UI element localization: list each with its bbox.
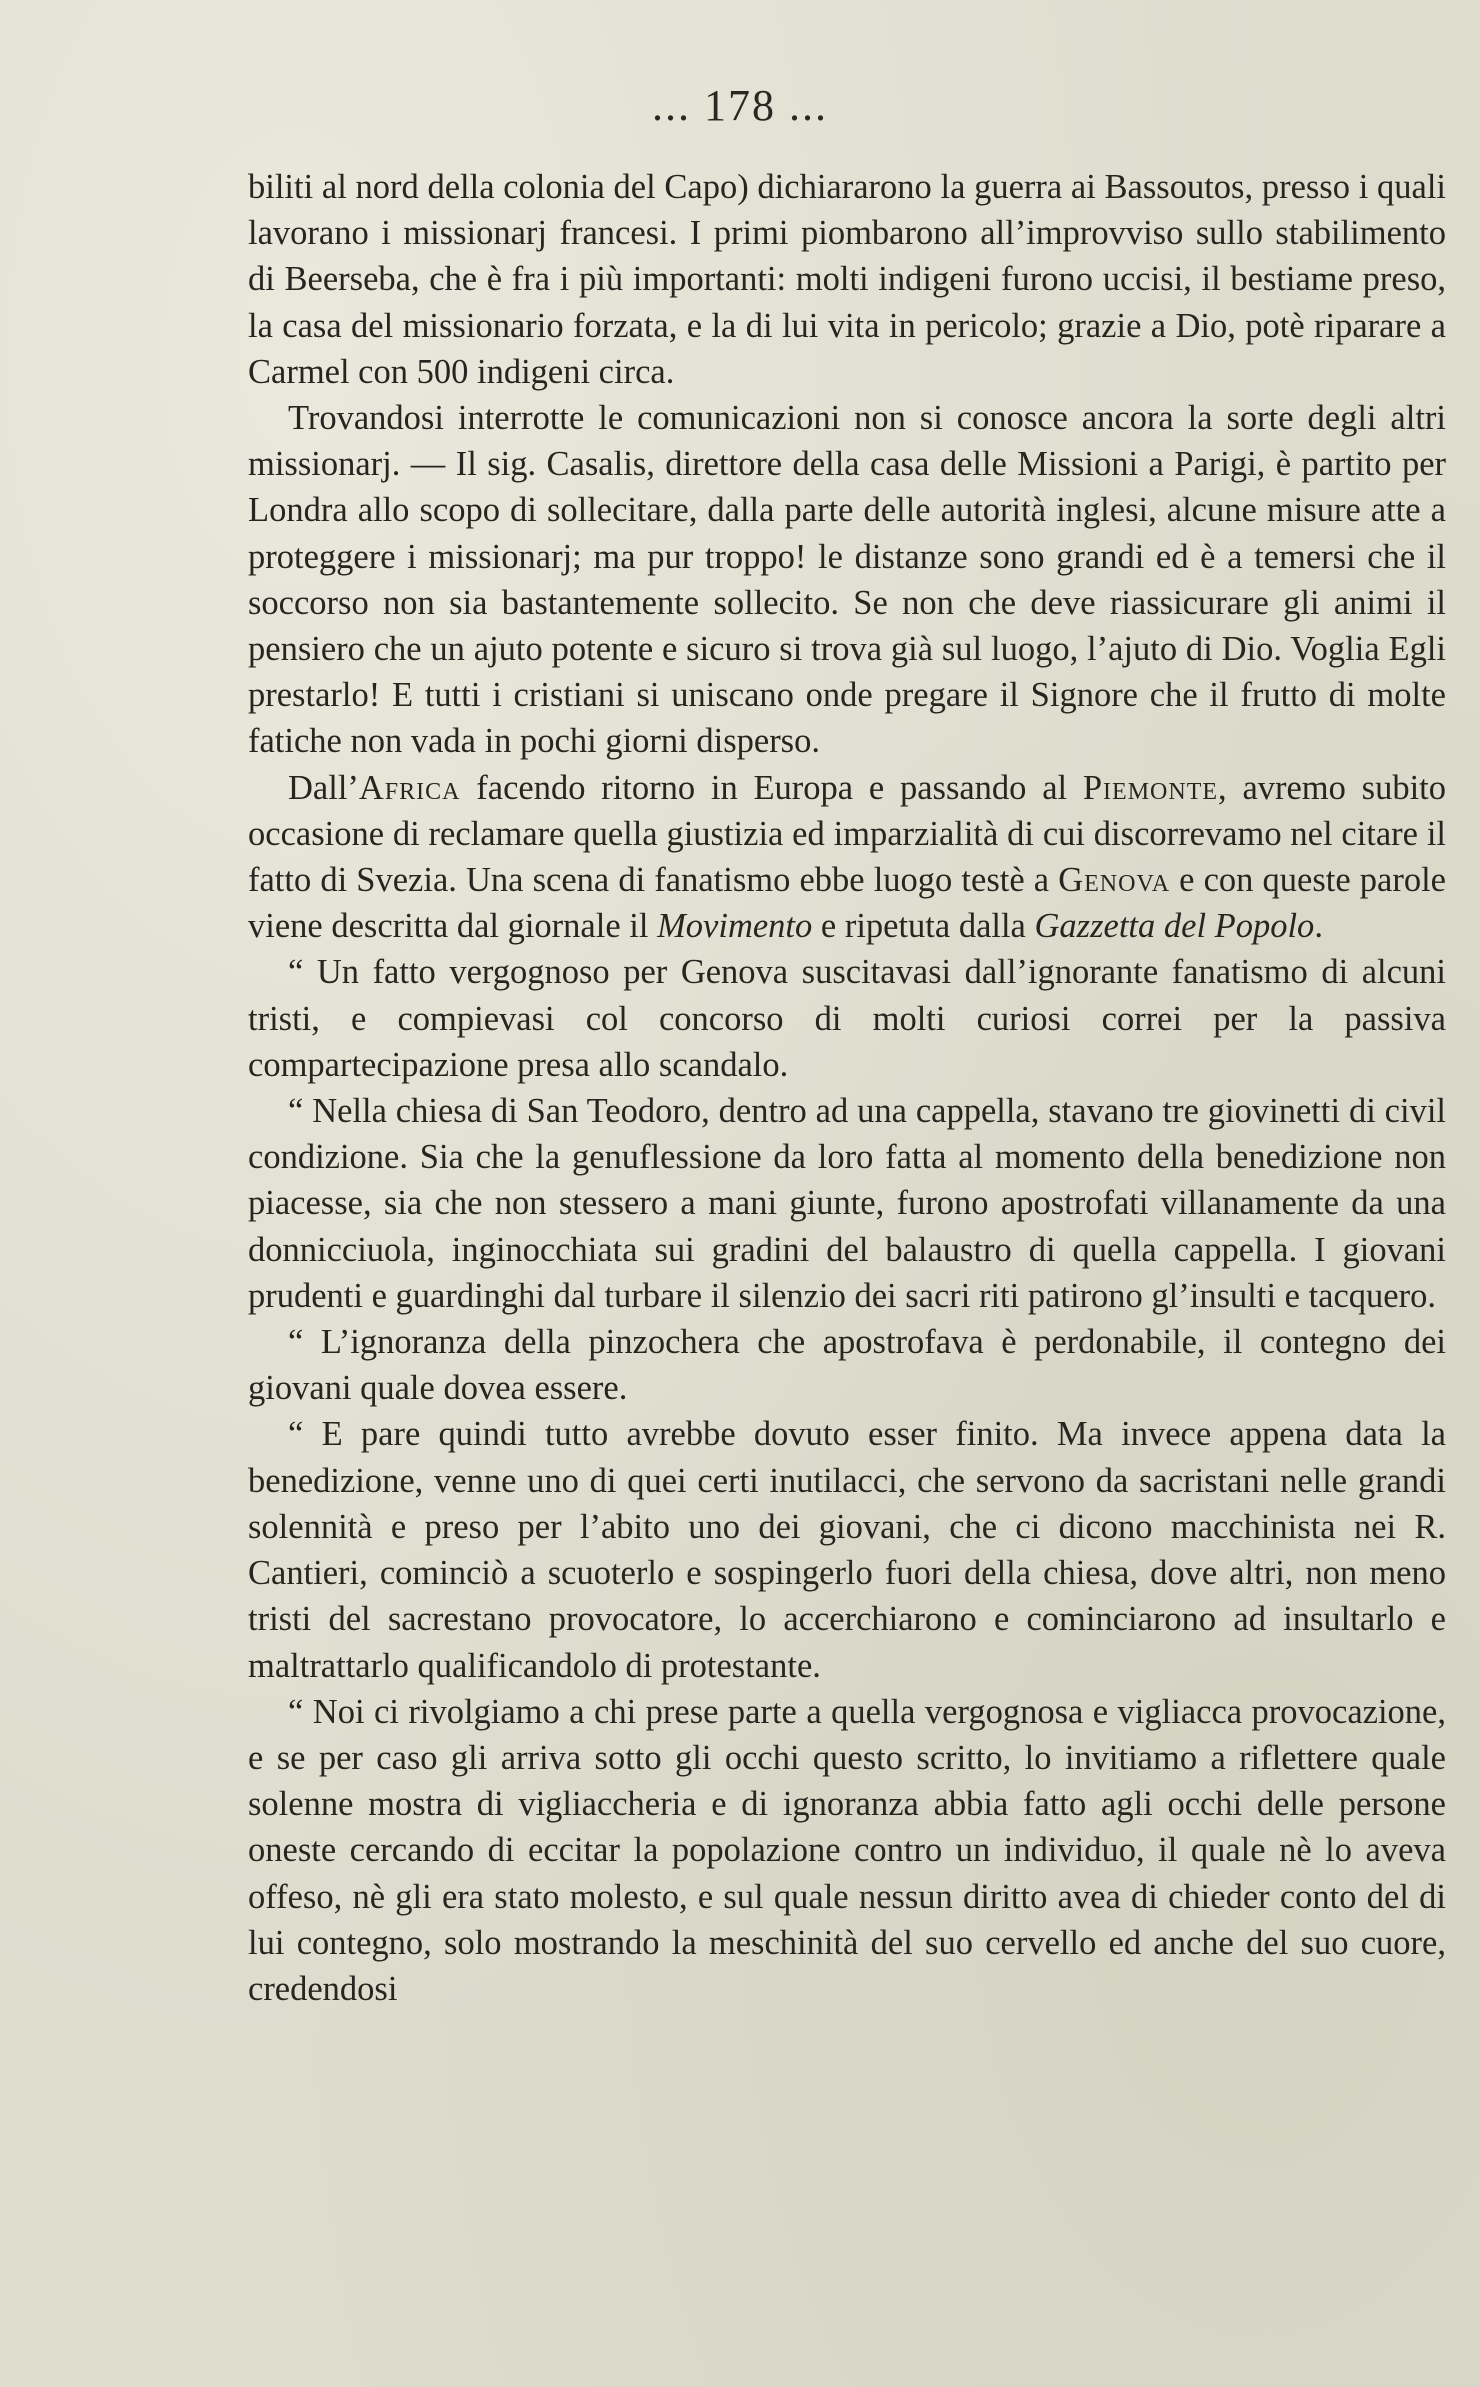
paragraph-8: “ Noi ci rivolgiamo a chi prese parte a quella vergognosa e vigliacca provocazione, e se per caso gli arriva sotto gli occhi questo scritto, lo invitiamo a riflettere quale solenne mostra di vigliaccheria e di ignoranza abbia fatto agli occhi delle persone oneste cercando di eccitar la popolazione contro un individuo, il quale nè lo aveva offeso, nè gli era stato molesto, e sul quale nessun diritto avea di chieder conto del di lui contegno, solo mostrando la meschinità del suo cervello ed anche del suo cuore, credendosi [248,1692,1446,2008]
paragraph-7: “ E pare quindi tutto avrebbe dovuto esser finito. Ma invece appena data la benedizione, venne uno di quei certi inutilacci, che servono da sacristani nelle grandi solennità e preso per l’abito uno dei giovani, che ci dicono macchinista nei R. Cantieri, cominciò a scuoterlo e sospingerlo fuori della chiesa, dove altri, non meno tristi del sacrestano provocatore, lo accerchiarono e cominciarono ad insultarlo e maltrattarlo qualificandolo di protestante. [248,1415,1446,1685]
paragraph-3-text-e: e ripetuta dalla [812,907,1035,946]
paragraph-3-text-f: . [1314,907,1323,946]
paragraph-3-text-c: , avremo subito occasione di reclamare quella giustizia ed imparzialità di cui discorrevamo nel citare il fatto di Svezia. Una scena di fanatismo ebbe luogo testè a [248,768,1447,900]
paragraph-6: “ L’ignoranza della pinzochera che apostrofava è perdonabile, il contegno dei giovani quale dovea essere. [248,1323,1446,1408]
place-genova: Genova [1058,861,1171,900]
newspaper-gazzetta: Gazzetta del Popolo [1034,907,1315,946]
newspaper-movimento: Movimento [657,907,813,946]
place-africa: Africa [358,768,461,807]
paragraph-3-text-d: e con queste parole viene descritta dal giornale il [248,861,1446,946]
paragraph-3 [248,765,1446,950]
page-body [248,164,1446,2012]
place-piemonte: Piemonte [1082,768,1219,807]
paragraph-3-text-b: facendo ritorno in Europa e passando al [460,768,1083,807]
paragraph-1: biliti al nord della colonia del Capo) dichiararono la guerra ai Bassoutos, presso i quali lavorano i missionarj francesi. I primi piombarono all’improvviso sullo stabilimento di Beerseba, che è fra i più importanti: molti indigeni furono uccisi, il bestiame preso, la casa del missionario forzata, e la di lui vita in pericolo; grazie a Dio, potè riparare a Carmel con 500 indigeni circa. [248,168,1446,391]
paragraph-5: “ Nella chiesa di San Teodoro, dentro ad una cappella, stavano tre giovinetti di civil condizione. Sia che la genuflessione da loro fatta al momento della benedizione non piacesse, sia che non stessero a mani giunte, furono apostrofati villanamente da una donnicciuola, inginocchiata sui gradini del balaustro di quella cappella. I giovani prudenti e guardinghi dal turbare il silenzio dei sacri riti patirono gl’insulti e tacquero. [248,1092,1446,1315]
paragraph-3-text-a: Dall’ [288,768,359,807]
paragraph-2: Trovandosi interrotte le comunicazioni non si conosce ancora la sorte degli altri missionarj. — Il sig. Casalis, direttore della casa delle Missioni a Parigi, è partito per Londra allo scopo di sollecitare, dalla parte delle autorità inglesi, alcune misure atte a proteggere i missionarj; ma pur troppo! le distanze sono grandi ed è a temersi che il soccorso non sia bastantemente sollecito. Se non che deve riassicurare gli animi il pensiero che un ajuto potente e sicuro si trova già sul luogo, l’ajuto di Dio. Voglia Egli prestarlo! E tutti i cristiani si uniscano onde pregare il Signore che il frutto di molte fatiche non vada in pochi giorni disperso. [248,399,1446,761]
paragraph-4: “ Un fatto vergognoso per Genova suscitavasi dall’ignorante fanatismo di alcuni tristi, e compievasi col concorso di molti curiosi correi per la passiva compartecipazione presa allo scandalo. [248,953,1446,1084]
page-number: ... 178 ... [652,81,828,130]
